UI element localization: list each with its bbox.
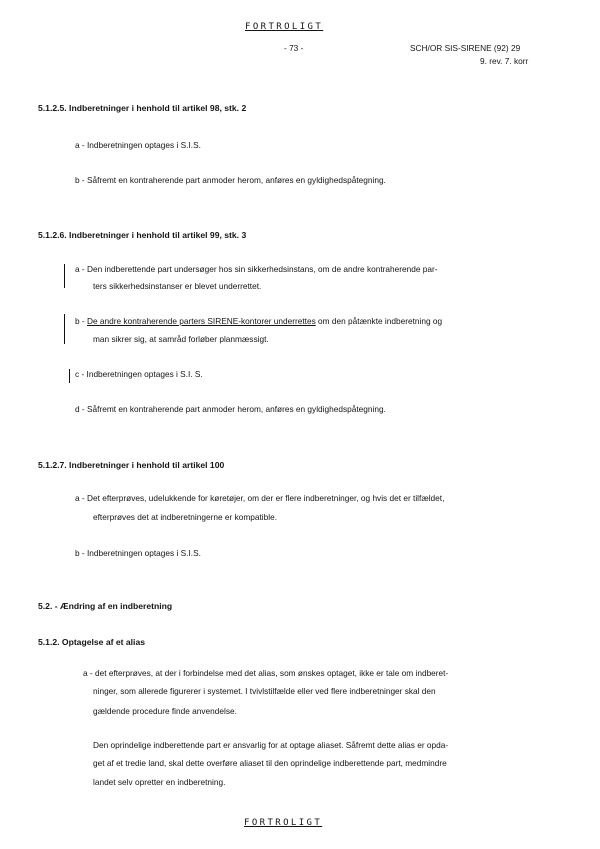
item-a-line3: gældende procedure finde anvendelse. (93, 706, 237, 716)
item-a-line2: ters sikkerhedsinstanser er blevet underrettet. (93, 281, 262, 291)
item-b: b - Såfremt en kontraherende part anmoder herom, anføres en gyldighedspåtegning. (75, 175, 386, 185)
paragraph-line1: Den oprindelige indberettende part er ansvarlig for at optage aliaset. Såfremt dette alias er opda- (93, 740, 449, 750)
item-b-line1: b - De andre kontraherende parters SIRENE-kontorer underrettes om den påtænkte indberetning og (75, 316, 443, 326)
paragraph-line3: landet selv opretter en indberetning. (93, 777, 226, 787)
section-heading-51226: 5.1.2.6. Indberetninger i henhold til artikel 99, stk. 3 (38, 230, 247, 240)
item-a-line2: efterprøves det at indberetningerne er kompatible. (93, 512, 278, 522)
paragraph-line2: get af et tredie land, skal dette overføre aliaset til den oprindelige indberettende part, medmindre (93, 758, 447, 768)
margin-mark (69, 369, 70, 383)
item-c: c - Indberetningen optages i S.I. S. (75, 369, 203, 379)
item-d: d - Såfremt en kontraherende part anmoder herom, anføres en gyldighedspåtegning. (75, 404, 386, 414)
header-classification: FORTROLIGT (245, 22, 324, 32)
footer-classification: FORTROLIGT (244, 818, 323, 828)
item-a-line1: a - Det efterprøves, udelukkende for køretøjer, om der er flere indberetninger, og hvis det er tilfældet, (75, 493, 445, 503)
section-heading-51225: 5.1.2.5. Indberetninger i henhold til artikel 98, stk. 2 (38, 103, 247, 113)
margin-mark (64, 314, 65, 344)
item-a-line2: ninger, som allerede figurerer i systemet. I tvivlstilfælde eller ved flere indberetninger skal den (93, 686, 436, 696)
section-heading-512: 5.1.2. Optagelse af et alias (38, 637, 145, 647)
page-number: - 73 - (284, 43, 304, 53)
item-a: a - Indberetningen optages i S.I.S. (75, 140, 201, 150)
margin-mark (64, 264, 65, 288)
section-heading-51227: 5.1.2.7. Indberetninger i henhold til artikel 100 (38, 460, 225, 470)
revision-note: 9. rev. 7. korr (480, 56, 529, 66)
item-b: b - Indberetningen optages i S.I.S. (75, 548, 201, 558)
item-a-line1: a - Den indberettende part undersøger hos sin sikkerhedsinstans, om de andre kontraherende par- (75, 264, 438, 274)
item-b-line2: man sikrer sig, at samråd forløber planmæssigt. (93, 334, 269, 344)
document-reference: SCH/OR SIS-SIRENE (92) 29 (410, 43, 521, 53)
underlined-text: De andre kontraherende parters SIRENE-kontorer underrettes (87, 316, 316, 326)
section-heading-52: 5.2. - Ændring af en indberetning (38, 601, 173, 611)
item-a-line1: a - det efterprøves, at der i forbindelse med det alias, som ønskes optaget, ikke er tale om indberet- (83, 668, 449, 678)
